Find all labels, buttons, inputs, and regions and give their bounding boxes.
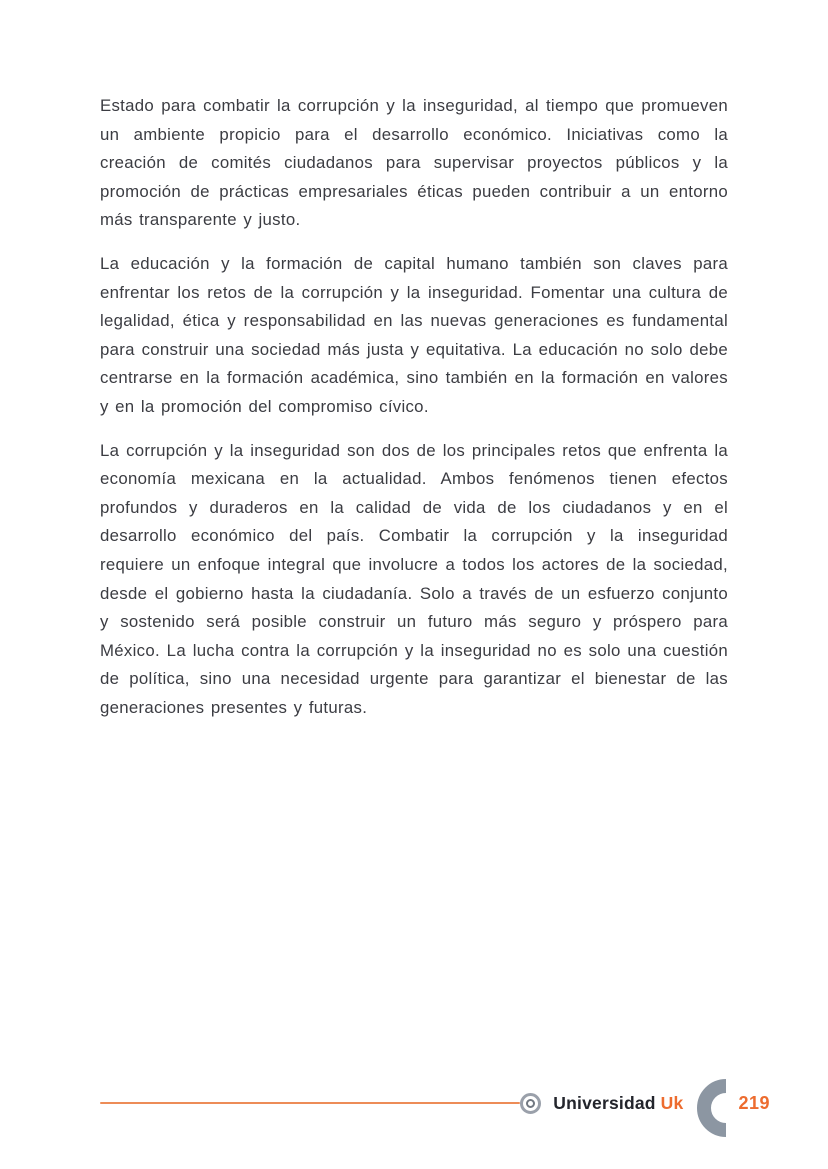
page-text-block (100, 92, 728, 737)
page-number: 219 (738, 1092, 770, 1113)
brand-name: Universidad (553, 1092, 656, 1113)
target-circle-icon-center (526, 1099, 535, 1108)
paragraph-1: Estado para combatir la corrupción y la inseguridad, al tiempo que promueven un ambiente propicio para el desarrollo económico. Iniciativas como la creación de comités ciudadanos para supervisar proyectos públicos y la promoción de prácticas empresariales éticas pueden contribuir a un entorno más transparente y justo. (100, 96, 728, 230)
page-footer (100, 1074, 770, 1132)
brand-suffix: Uk (660, 1092, 684, 1113)
crescent-icon (697, 1079, 726, 1137)
crescent-icon-ring (697, 1079, 726, 1137)
paragraph-2: La educación y la formación de capital humano también son claves para enfrentar los retos de la corrupción y la inseguridad. Fomentar una cultura de legalidad, ética y responsabilidad en las nuevas generaciones es fundamental para construir una sociedad más justa y equitativa. La educación no solo debe centrarse en la formación académica, sino también en la formación en valores y en la promoción del compromiso cívico. (100, 253, 728, 416)
footer-rule (100, 1102, 520, 1104)
target-circle-icon (520, 1093, 541, 1114)
paragraph-3: La corrupción y la inseguridad son dos de los principales retos que enfrenta la economía mexicana en la actualidad. Ambos fenómenos tienen efectos profundos y duraderos en la calidad de vida de los ciudadanos y en el desarrollo económico del país. Combatir la corrupción y la inseguridad requiere un enfoque integral que involucre a todos los actores de la sociedad, desde el gobierno hasta la ciudadanía. Solo a través de un esfuerzo conjunto y sostenido será posible construir un futuro más seguro y próspero para México. La lucha contra la corrupción y la inseguridad no es solo una cuestión de política, sino una necesidad urgente para garantizar el bienestar de las generaciones presentes y futuras. (100, 440, 728, 717)
brand-logo (553, 1093, 683, 1114)
